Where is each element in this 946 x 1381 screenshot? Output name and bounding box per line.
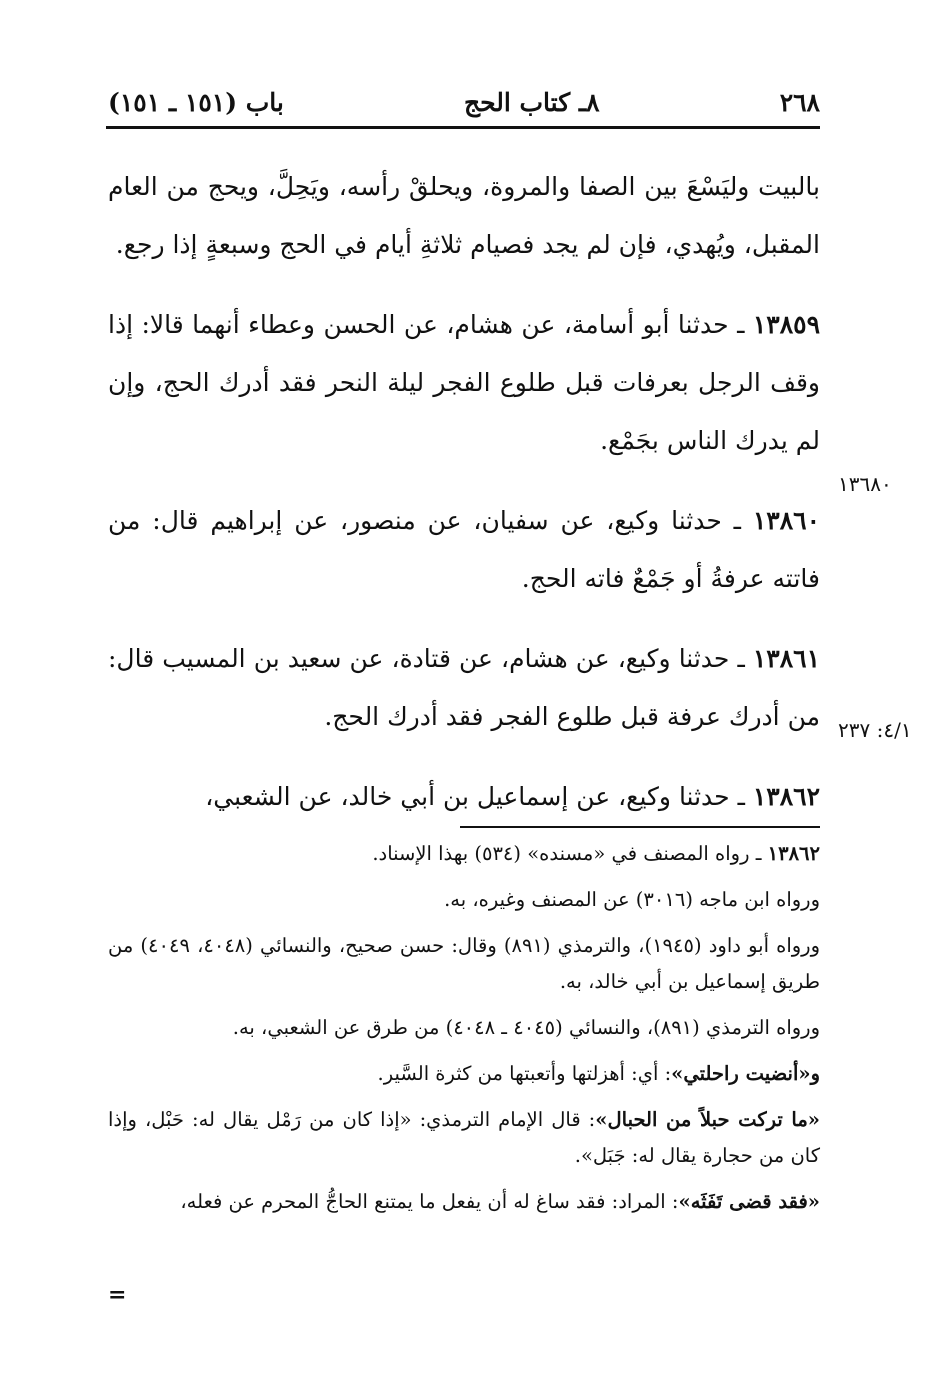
footnote-text: ورواه الترمذي (٨٩١)، والنسائي (٤٠٤٥ ـ ٤٠٤٨) من طرق عن الشعبي، به. — [232, 1016, 820, 1039]
paragraph-text: بالبيت وليَسْعَ بين الصفا والمروة، ويحلقْ رأسه، ويَحِلَّ، ويحج من العام المقبل، ويُهدي، فإن لم يجد فصيام ثلاثةِ أيام في الحج وسبعةٍ إذا رجع. — [108, 172, 820, 259]
footnote-lead: ١٣٨٦٢ — [767, 842, 820, 865]
margin-reference-2: ٤/١: ٢٣٧ — [838, 718, 912, 742]
footnote-text: ـ رواه المصنف في «مسنده» (٥٣٤) بهذا الإسناد. — [372, 842, 768, 865]
hadith-text: ـ حدثنا أبو أسامة، عن هشام، عن الحسن وعطاء أنهما قالا: إذا وقف الرجل بعرفات قبل طلوع الفجر ليلة النحر فقد أدرك الحج، وإن لم يدرك الناس بجَمْع. — [108, 310, 820, 455]
page-number: ٢٦٨ — [779, 87, 820, 117]
hadith-number: ١٣٨٥٩ — [752, 310, 820, 339]
footnote — [108, 882, 820, 918]
footnote-lead: «ما تركت حبلاً من الحبال» — [595, 1108, 820, 1131]
header-divider — [106, 126, 820, 129]
margin-reference-1: ١٣٦٨٠ — [838, 472, 892, 496]
hadith-13860 — [108, 492, 820, 608]
footnote-lead: «فقد قضى تَفَثَه» — [678, 1190, 820, 1213]
footnote-lead: و«أنضيت راحلتي» — [671, 1062, 820, 1085]
chapter-title: باب (١٥١ ـ ١٥١) — [108, 87, 284, 117]
hadith-text: ـ حدثنا وكيع، عن سفيان، عن منصور، عن إبراهيم قال: من فاتته عرفةُ أو جَمْعٌ فاته الحج. — [108, 506, 820, 593]
footnote — [108, 1102, 820, 1174]
paragraph-continuation — [108, 158, 820, 274]
footnote-text: : قال الإمام الترمذي: «إذا كان من رَمْل يقال له: حَبْل، وإذا كان من حجارة يقال له: جَبَل». — [108, 1108, 820, 1167]
hadith-13859 — [108, 296, 820, 470]
footnote — [108, 1010, 820, 1046]
hadith-text: ـ حدثنا وكيع، عن هشام، عن قتادة، عن سعيد بن المسيب قال: من أدرك عرفة قبل طلوع الفجر فقد أدرك الحج. — [108, 644, 820, 731]
hadith-number: ١٣٨٦٠ — [752, 506, 820, 535]
book-title: ٨ـ كتاب الحج — [463, 87, 600, 117]
footnote — [108, 1056, 820, 1092]
hadith-13861 — [108, 630, 820, 746]
hadith-13862 — [108, 768, 820, 826]
footnote-text: : المراد: فقد ساغ له أن يفعل ما يمتنع الحاجُّ المحرم عن فعله، — [180, 1190, 679, 1213]
footnote-text: ورواه أبو داود (١٩٤٥)، والترمذي (٨٩١) وقال: حسن صحيح، والنسائي (٤٠٤٨، ٤٠٤٩) من طريق إسماعيل بن أبي خالد، به. — [108, 934, 821, 993]
footnote — [108, 928, 820, 1000]
footnote-divider — [460, 826, 820, 828]
footnotes — [108, 836, 820, 1230]
continuation-mark: = — [108, 1282, 127, 1308]
hadith-number: ١٣٨٦١ — [752, 644, 820, 673]
main-text — [108, 158, 820, 848]
page-header — [108, 82, 820, 122]
hadith-number: ١٣٨٦٢ — [752, 782, 820, 811]
footnote — [108, 836, 820, 872]
footnote-text: : أي: أهزلتها وأتعبتها من كثرة السَّير. — [377, 1062, 672, 1085]
footnote — [108, 1184, 820, 1220]
hadith-text: ـ حدثنا وكيع، عن إسماعيل بن أبي خالد، عن الشعبي، — [205, 782, 753, 811]
footnote-text: ورواه ابن ماجه (٣٠١٦) عن المصنف وغيره، به. — [444, 888, 820, 911]
